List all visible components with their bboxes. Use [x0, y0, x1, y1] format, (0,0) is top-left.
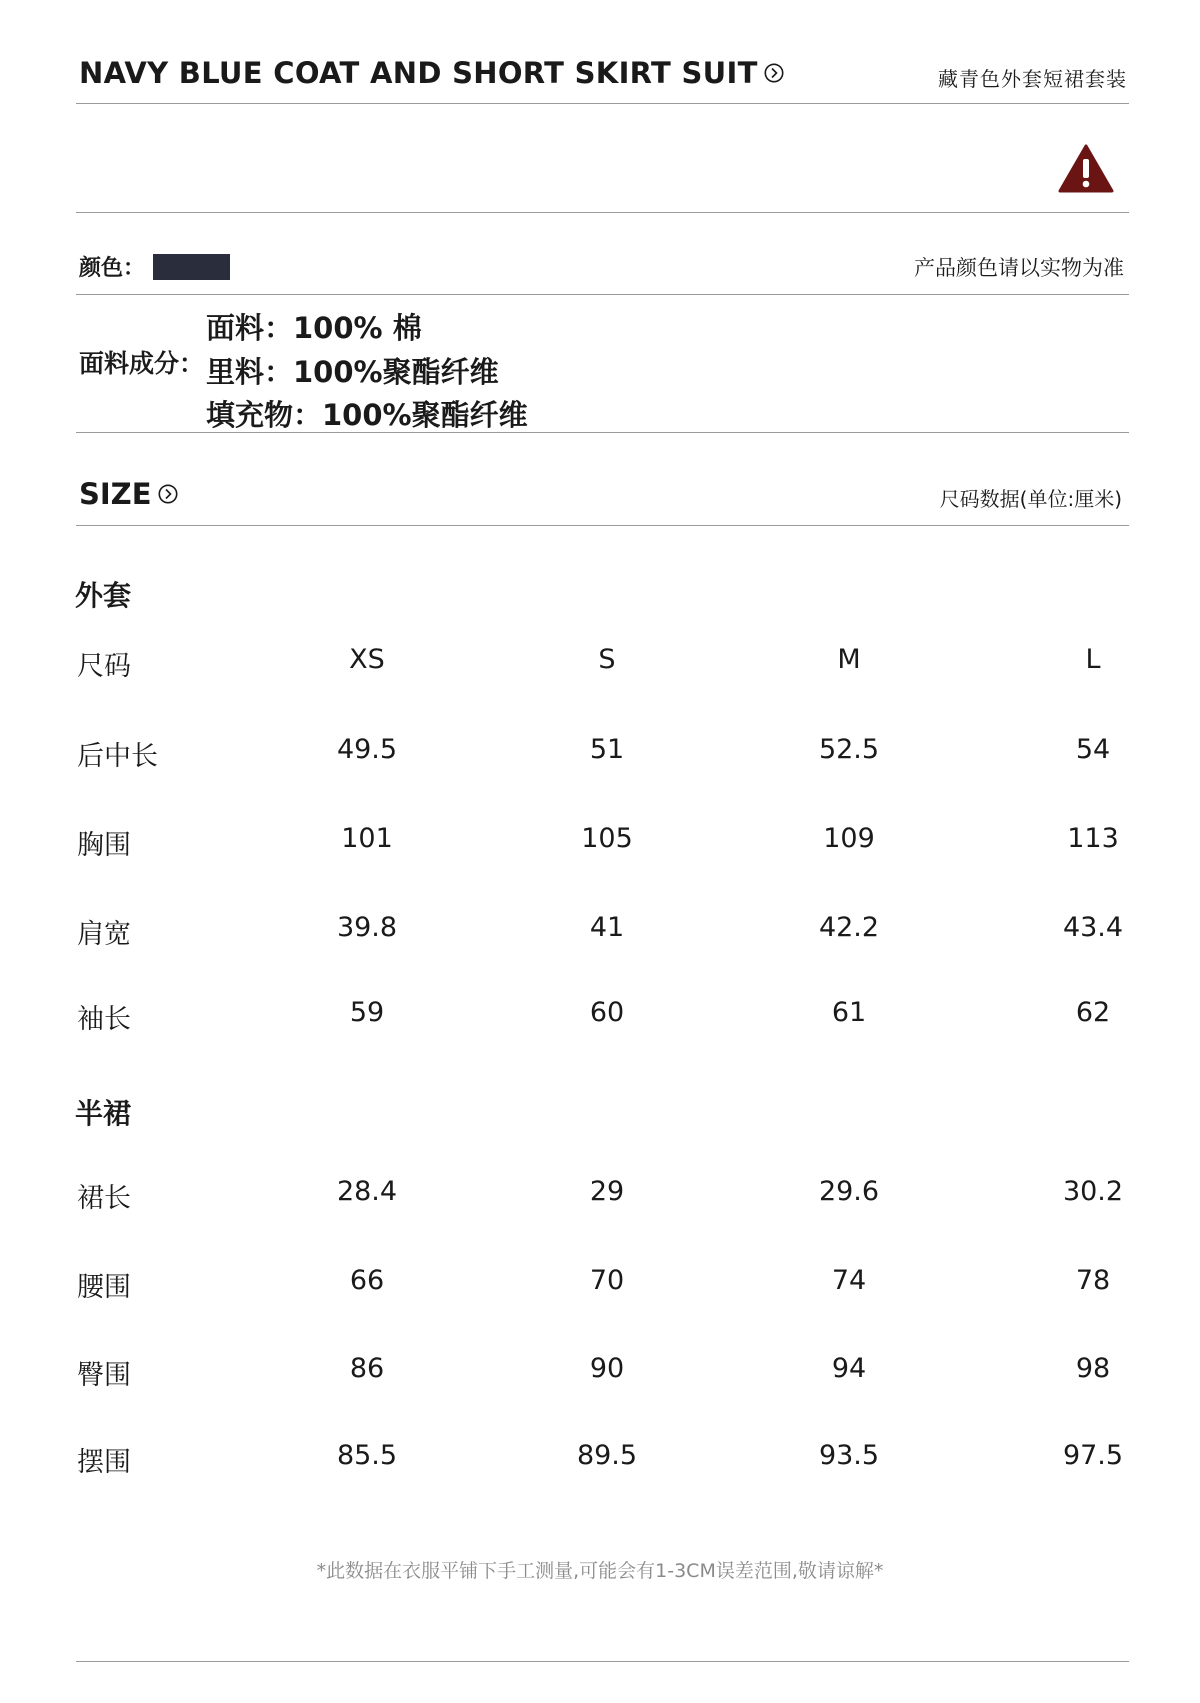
row-label: 后中长: [77, 741, 158, 772]
table-cell: 94: [831, 1353, 867, 1384]
table-cell: 113: [1067, 823, 1119, 854]
size-heading-text: SIZE: [79, 477, 152, 511]
fabric-label: 面料成分：: [79, 349, 205, 378]
divider: [76, 294, 1129, 295]
table-cell: 28.4: [336, 1176, 398, 1207]
table-cell: 61: [831, 997, 867, 1028]
divider: [76, 212, 1129, 213]
table-cell: 86: [349, 1353, 385, 1384]
size-s: S: [598, 644, 616, 675]
color-row: [79, 251, 230, 282]
color-note: 产品颜色请以实物为准: [914, 256, 1124, 280]
divider: [76, 525, 1129, 526]
color-label: 颜色：: [79, 256, 146, 281]
table-cell: 93.5: [818, 1440, 880, 1471]
table-cell: 43.4: [1062, 912, 1124, 943]
divider: [76, 103, 1129, 104]
size-unit-note: 尺码数据(单位:厘米): [939, 487, 1122, 511]
warning-triangle-icon: [1058, 144, 1114, 194]
table-cell: 62: [1075, 997, 1111, 1028]
table-cell: 59: [349, 997, 385, 1028]
skirt-section-title: 半裙: [75, 1097, 132, 1130]
table-cell: 54: [1075, 734, 1111, 765]
size-column-label: 尺码: [77, 651, 131, 682]
row-label: 摆围: [77, 1447, 131, 1478]
fabric-filling: 填充物：100%聚酯纤维: [206, 398, 528, 432]
table-cell: 39.8: [336, 912, 398, 943]
table-cell: 42.2: [818, 912, 880, 943]
chevron-circle-right-icon: [158, 484, 178, 504]
product-title-text: NAVY BLUE COAT AND SHORT SKIRT SUIT: [79, 56, 758, 90]
table-cell: 90: [589, 1353, 625, 1384]
row-label: 裙长: [77, 1183, 131, 1214]
table-cell: 89.5: [576, 1440, 638, 1471]
chevron-circle-right-icon: [764, 63, 784, 83]
table-cell: 70: [589, 1265, 625, 1296]
table-cell: 97.5: [1062, 1440, 1124, 1471]
table-cell: 66: [349, 1265, 385, 1296]
table-cell: 105: [581, 823, 633, 854]
table-cell: 29: [589, 1176, 625, 1207]
table-cell: 52.5: [818, 734, 880, 765]
row-label: 肩宽: [77, 919, 131, 950]
table-cell: 51: [589, 734, 625, 765]
divider: [76, 432, 1129, 433]
row-label: 臀围: [77, 1360, 131, 1391]
table-cell: 78: [1075, 1265, 1111, 1296]
color-swatch: [153, 254, 230, 280]
row-label: 腰围: [77, 1272, 131, 1303]
row-label: 袖长: [77, 1004, 131, 1035]
table-cell: 74: [831, 1265, 867, 1296]
divider: [76, 1661, 1129, 1662]
table-cell: 60: [589, 997, 625, 1028]
row-label: 胸围: [77, 830, 131, 861]
fabric-lining: 里料：100%聚酯纤维: [206, 355, 499, 389]
table-cell: 101: [341, 823, 393, 854]
product-title: [79, 56, 784, 90]
table-cell: 41: [589, 912, 625, 943]
table-cell: 30.2: [1062, 1176, 1124, 1207]
table-cell: 29.6: [818, 1176, 880, 1207]
table-cell: 98: [1075, 1353, 1111, 1384]
table-cell: 49.5: [336, 734, 398, 765]
table-cell: 85.5: [336, 1440, 398, 1471]
size-m: M: [837, 644, 861, 675]
size-l: L: [1085, 644, 1101, 675]
measurement-footnote: *此数据在衣服平铺下手工测量,可能会有1-3CM误差范围,敬请谅解*: [316, 1560, 884, 1582]
size-xs: XS: [349, 644, 385, 675]
table-cell: 109: [823, 823, 875, 854]
coat-section-title: 外套: [75, 579, 132, 612]
fabric-shell: 面料：100% 棉: [206, 311, 422, 345]
size-heading: [79, 477, 178, 511]
product-title-cn: 藏青色外套短裙套装: [938, 67, 1127, 91]
